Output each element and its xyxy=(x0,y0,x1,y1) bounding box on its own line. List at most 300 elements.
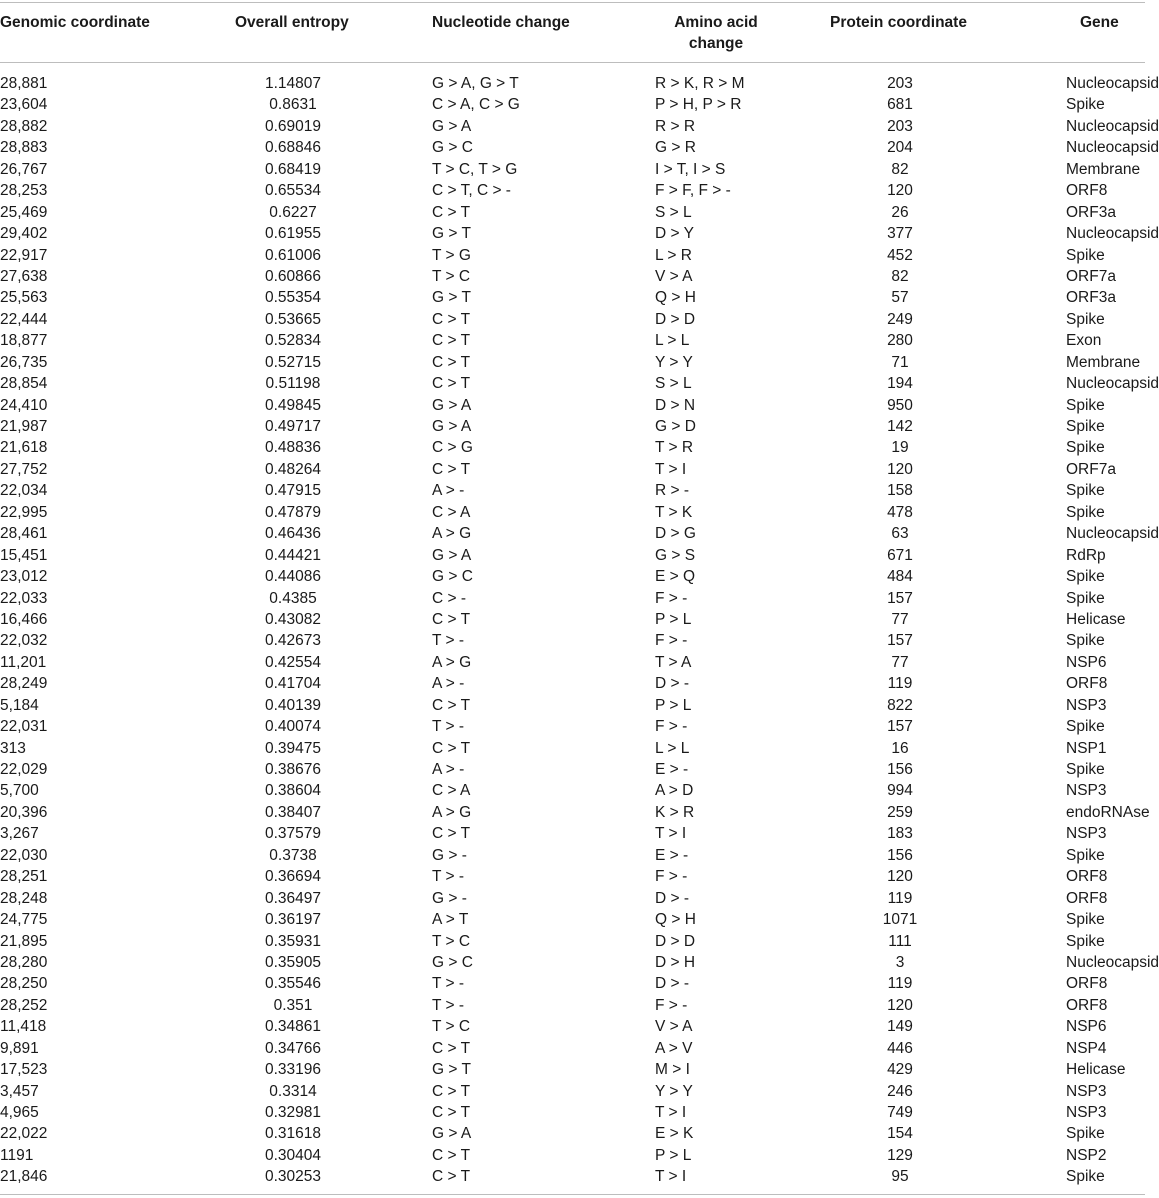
cell-nucleotide-change: C > T xyxy=(432,375,471,393)
cell-gene: Spike xyxy=(1066,310,1105,328)
table-row xyxy=(0,266,1145,287)
cell-genomic-coordinate: 22,033 xyxy=(0,589,48,607)
cell-overall-entropy: 0.35546 xyxy=(264,975,322,993)
cell-gene: ORF3a xyxy=(1066,203,1116,221)
table-row xyxy=(0,502,1145,523)
cell-amino-acid-change: E > - xyxy=(655,846,689,864)
cell-genomic-coordinate: 22,034 xyxy=(0,482,48,500)
cell-genomic-coordinate: 28,854 xyxy=(0,375,48,393)
cell-nucleotide-change: G > - xyxy=(432,889,467,907)
table-row xyxy=(0,973,1145,994)
cell-protein-coordinate: 77 xyxy=(891,653,909,671)
table-row xyxy=(0,73,1159,94)
cell-amino-acid-change: T > I xyxy=(655,1168,687,1186)
cell-genomic-coordinate: 24,775 xyxy=(0,911,48,929)
table-row xyxy=(0,995,1145,1016)
cell-protein-coordinate: 950 xyxy=(887,396,913,414)
cell-gene: Spike xyxy=(1066,761,1105,778)
cell-genomic-coordinate: 28,250 xyxy=(0,975,48,993)
cell-amino-acid-change: A > D xyxy=(655,782,694,800)
cell-genomic-coordinate: 9,891 xyxy=(0,1039,39,1057)
cell-gene: Spike xyxy=(1066,439,1105,457)
cell-amino-acid-change: S > L xyxy=(655,203,692,221)
cell-gene: Exon xyxy=(1066,332,1102,350)
cell-overall-entropy: 0.35931 xyxy=(264,932,322,950)
cell-overall-entropy: 0.68846 xyxy=(264,139,322,157)
cell-amino-acid-change: T > I xyxy=(655,460,687,478)
table-row xyxy=(0,437,1145,458)
cell-amino-acid-change: T > A xyxy=(655,653,692,671)
table-row xyxy=(0,738,1145,759)
cell-gene: Membrane xyxy=(1066,353,1141,371)
cell-amino-acid-change: V > A xyxy=(655,1018,693,1036)
cell-amino-acid-change: F > - xyxy=(655,718,688,736)
cell-genomic-coordinate: 21,987 xyxy=(0,418,48,435)
cell-nucleotide-change: G > A xyxy=(432,396,472,414)
cell-gene: Nucleocapsid xyxy=(1066,225,1159,243)
header-overall-entropy: Overall entropy xyxy=(235,14,349,31)
table-bottom-rule xyxy=(0,1194,1145,1195)
cell-genomic-coordinate: 16,466 xyxy=(0,610,48,628)
cell-nucleotide-change: T > - xyxy=(432,718,465,736)
cell-nucleotide-change: T > - xyxy=(432,975,465,993)
cell-genomic-coordinate: 27,638 xyxy=(0,267,48,285)
cell-overall-entropy: 0.42554 xyxy=(264,653,322,671)
cell-genomic-coordinate: 24,410 xyxy=(0,396,48,414)
cell-nucleotide-change: T > C xyxy=(432,932,471,950)
cell-protein-coordinate: 183 xyxy=(887,825,913,843)
cell-gene: NSP2 xyxy=(1066,1146,1107,1164)
cell-amino-acid-change: F > F, F > - xyxy=(655,182,731,200)
cell-genomic-coordinate: 313 xyxy=(0,739,26,757)
cell-nucleotide-change: T > G xyxy=(432,246,471,264)
cell-nucleotide-change: G > - xyxy=(432,846,467,864)
cell-protein-coordinate: 16 xyxy=(891,739,909,757)
cell-overall-entropy: 0.46436 xyxy=(264,525,322,543)
cell-overall-entropy: 0.52715 xyxy=(264,353,322,371)
table-row xyxy=(0,780,1145,801)
cell-overall-entropy: 0.38676 xyxy=(264,761,322,778)
cell-protein-coordinate: 120 xyxy=(887,996,913,1014)
table-row xyxy=(0,1059,1145,1080)
table-row xyxy=(0,395,1145,416)
cell-overall-entropy: 0.36497 xyxy=(264,889,322,907)
table-row xyxy=(0,845,1145,866)
cell-genomic-coordinate: 28,881 xyxy=(0,75,48,92)
table-row xyxy=(0,459,1145,480)
cell-genomic-coordinate: 28,248 xyxy=(0,889,48,907)
cell-gene: RdRp xyxy=(1066,546,1106,564)
cell-protein-coordinate: 119 xyxy=(887,675,913,693)
cell-amino-acid-change: P > L xyxy=(655,610,692,628)
cell-genomic-coordinate: 11,201 xyxy=(0,653,47,671)
cell-protein-coordinate: 446 xyxy=(887,1039,913,1057)
cell-gene: Helicase xyxy=(1066,1061,1126,1079)
cell-protein-coordinate: 129 xyxy=(887,1146,913,1164)
cell-gene: NSP3 xyxy=(1066,782,1107,800)
table-header xyxy=(0,3,1145,62)
header-amino-line2: change xyxy=(688,35,744,52)
cell-overall-entropy: 0.3314 xyxy=(269,1082,317,1100)
cell-overall-entropy: 0.61955 xyxy=(264,225,322,243)
cell-amino-acid-change: I > T, I > S xyxy=(655,160,726,178)
cell-overall-entropy: 0.44421 xyxy=(264,546,322,564)
cell-overall-entropy: 0.52834 xyxy=(264,332,322,350)
cell-gene: Spike xyxy=(1066,503,1105,521)
cell-overall-entropy: 0.60866 xyxy=(264,267,322,285)
cell-nucleotide-change: G > A xyxy=(432,1125,472,1143)
cell-amino-acid-change: F > - xyxy=(655,996,688,1014)
cell-gene: ORF7a xyxy=(1066,460,1116,478)
table-row xyxy=(0,309,1145,330)
cell-gene: Nucleocapsid xyxy=(1066,117,1159,135)
cell-amino-acid-change: Q > H xyxy=(655,289,696,307)
cell-nucleotide-change: G > A xyxy=(432,546,472,564)
cell-genomic-coordinate: 28,883 xyxy=(0,139,48,157)
cell-overall-entropy: 0.34861 xyxy=(264,1018,322,1036)
cell-amino-acid-change: D > - xyxy=(655,975,690,993)
cell-gene: Spike xyxy=(1066,568,1105,586)
cell-nucleotide-change: T > C xyxy=(432,1018,471,1036)
cell-genomic-coordinate: 15,451 xyxy=(0,546,48,564)
cell-gene: Spike xyxy=(1066,932,1105,950)
cell-amino-acid-change: D > - xyxy=(655,675,690,693)
cell-nucleotide-change: A > - xyxy=(432,675,465,693)
cell-protein-coordinate: 142 xyxy=(887,418,913,435)
cell-genomic-coordinate: 25,563 xyxy=(0,289,48,307)
cell-protein-coordinate: 203 xyxy=(887,117,913,135)
cell-nucleotide-change: C > G xyxy=(432,439,473,457)
cell-gene: ORF7a xyxy=(1066,267,1116,285)
table-row xyxy=(0,716,1145,737)
cell-genomic-coordinate: 22,030 xyxy=(0,846,48,864)
table-row xyxy=(0,94,1145,115)
cell-amino-acid-change: D > D xyxy=(655,310,696,328)
cell-protein-coordinate: 119 xyxy=(887,889,913,907)
cell-nucleotide-change: G > C xyxy=(432,953,473,971)
cell-overall-entropy: 0.31618 xyxy=(264,1125,322,1143)
cell-genomic-coordinate: 18,877 xyxy=(0,332,48,350)
cell-gene: Nucleocapsid xyxy=(1066,75,1159,92)
cell-protein-coordinate: 156 xyxy=(887,846,913,864)
cell-nucleotide-change: A > G xyxy=(432,803,472,821)
cell-amino-acid-change: F > - xyxy=(655,868,688,886)
header-genomic-coordinate: Genomic coordinate xyxy=(0,14,150,31)
cell-protein-coordinate: 204 xyxy=(887,139,913,157)
cell-amino-acid-change: E > - xyxy=(655,761,689,778)
cell-overall-entropy: 0.65534 xyxy=(264,182,322,200)
cell-genomic-coordinate: 28,249 xyxy=(0,675,48,693)
cell-nucleotide-change: G > C xyxy=(432,568,473,586)
cell-gene: Spike xyxy=(1066,1168,1105,1186)
table-row xyxy=(0,352,1145,373)
table-row xyxy=(0,545,1145,566)
cell-amino-acid-change: D > - xyxy=(655,889,690,907)
cell-nucleotide-change: C > T xyxy=(432,739,471,757)
cell-gene: NSP3 xyxy=(1066,696,1107,714)
cell-protein-coordinate: 429 xyxy=(887,1061,913,1079)
table-row xyxy=(0,588,1145,609)
cell-protein-coordinate: 671 xyxy=(887,546,913,564)
cell-protein-coordinate: 3 xyxy=(895,953,905,971)
cell-gene: ORF8 xyxy=(1066,675,1108,693)
cell-amino-acid-change: T > R xyxy=(655,439,694,457)
cell-overall-entropy: 0.51198 xyxy=(265,375,321,393)
cell-gene: Spike xyxy=(1066,718,1105,736)
cell-amino-acid-change: F > - xyxy=(655,632,688,650)
cell-protein-coordinate: 19 xyxy=(891,439,909,457)
cell-genomic-coordinate: 26,735 xyxy=(0,353,48,371)
cell-gene: ORF3a xyxy=(1066,289,1116,307)
cell-amino-acid-change: L > L xyxy=(655,739,690,757)
cell-protein-coordinate: 63 xyxy=(891,525,909,543)
cell-nucleotide-change: T > - xyxy=(432,996,465,1014)
cell-amino-acid-change: M > I xyxy=(655,1061,690,1079)
cell-amino-acid-change: L > R xyxy=(655,246,692,264)
cell-genomic-coordinate: 28,251 xyxy=(0,868,48,886)
cell-genomic-coordinate: 28,461 xyxy=(0,525,48,543)
cell-overall-entropy: 0.35905 xyxy=(264,953,322,971)
header-protein-coordinate: Protein coordinate xyxy=(830,14,967,31)
cell-overall-entropy: 0.49717 xyxy=(264,418,322,435)
cell-genomic-coordinate: 28,882 xyxy=(0,117,48,135)
cell-protein-coordinate: 452 xyxy=(887,246,913,264)
cell-amino-acid-change: R > - xyxy=(655,482,690,500)
cell-overall-entropy: 0.39475 xyxy=(264,739,322,757)
cell-genomic-coordinate: 11,418 xyxy=(0,1018,47,1036)
cell-amino-acid-change: R > R xyxy=(655,117,696,135)
cell-overall-entropy: 0.41704 xyxy=(264,675,322,693)
cell-nucleotide-change: C > T xyxy=(432,353,471,371)
cell-gene: ORF8 xyxy=(1066,868,1108,886)
cell-nucleotide-change: C > T xyxy=(432,310,471,328)
cell-nucleotide-change: C > T xyxy=(432,460,471,478)
table-row xyxy=(0,180,1145,201)
cell-nucleotide-change: C > T xyxy=(432,332,471,350)
cell-overall-entropy: 0.49845 xyxy=(264,396,322,414)
cell-gene: ORF8 xyxy=(1066,889,1108,907)
cell-overall-entropy: 0.30404 xyxy=(264,1146,322,1164)
cell-protein-coordinate: 377 xyxy=(887,225,913,243)
cell-overall-entropy: 0.34766 xyxy=(264,1039,322,1057)
cell-protein-coordinate: 71 xyxy=(891,353,909,371)
table-row xyxy=(0,480,1145,501)
cell-gene: ORF8 xyxy=(1066,975,1108,993)
cell-nucleotide-change: A > - xyxy=(432,761,465,778)
cell-protein-coordinate: 95 xyxy=(891,1168,909,1186)
cell-overall-entropy: 0.36694 xyxy=(264,868,322,886)
cell-protein-coordinate: 484 xyxy=(887,568,913,586)
cell-protein-coordinate: 280 xyxy=(887,332,913,350)
cell-nucleotide-change: C > A xyxy=(432,503,471,521)
cell-genomic-coordinate: 23,012 xyxy=(0,568,48,586)
cell-amino-acid-change: E > Q xyxy=(655,568,696,586)
table-row xyxy=(0,1102,1145,1123)
cell-protein-coordinate: 158 xyxy=(887,482,913,500)
cell-overall-entropy: 0.4385 xyxy=(269,589,317,607)
table-row xyxy=(0,373,1159,394)
cell-overall-entropy: 0.55354 xyxy=(264,289,322,307)
cell-amino-acid-change: Y > Y xyxy=(655,353,693,371)
cell-gene: ORF8 xyxy=(1066,996,1108,1014)
cell-amino-acid-change: P > L xyxy=(655,1146,692,1164)
cell-genomic-coordinate: 22,032 xyxy=(0,632,48,650)
table-row xyxy=(0,223,1159,244)
cell-protein-coordinate: 120 xyxy=(887,182,913,200)
cell-gene: Spike xyxy=(1066,846,1105,864)
cell-nucleotide-change: T > C xyxy=(432,267,471,285)
cell-genomic-coordinate: 5,184 xyxy=(0,696,39,714)
table-row xyxy=(0,888,1145,909)
cell-genomic-coordinate: 22,444 xyxy=(0,310,48,328)
cell-genomic-coordinate: 1191 xyxy=(0,1146,34,1164)
table-row xyxy=(0,287,1145,308)
cell-nucleotide-change: C > T xyxy=(432,696,471,714)
header-amino-acid-change xyxy=(643,12,789,54)
cell-overall-entropy: 0.3738 xyxy=(269,846,317,864)
mutation-table xyxy=(0,2,1159,1188)
cell-protein-coordinate: 1071 xyxy=(882,911,918,929)
cell-protein-coordinate: 246 xyxy=(887,1082,913,1100)
cell-nucleotide-change: G > A xyxy=(432,418,472,435)
cell-gene: Nucleocapsid xyxy=(1066,375,1159,393)
cell-overall-entropy: 0.47879 xyxy=(264,503,322,521)
cell-overall-entropy: 1.14807 xyxy=(264,75,322,92)
cell-protein-coordinate: 120 xyxy=(887,868,913,886)
table-row xyxy=(0,1145,1145,1166)
cell-amino-acid-change: D > D xyxy=(655,932,696,950)
cell-amino-acid-change: D > G xyxy=(655,525,696,543)
table-row xyxy=(0,137,1159,158)
table-row xyxy=(0,1166,1145,1187)
cell-overall-entropy: 0.44086 xyxy=(264,568,322,586)
cell-overall-entropy: 0.68419 xyxy=(264,160,322,178)
cell-nucleotide-change: T > - xyxy=(432,632,465,650)
cell-protein-coordinate: 157 xyxy=(887,718,913,736)
cell-genomic-coordinate: 26,767 xyxy=(0,160,48,178)
cell-genomic-coordinate: 5,700 xyxy=(0,782,39,800)
cell-protein-coordinate: 157 xyxy=(887,632,913,650)
cell-overall-entropy: 0.6227 xyxy=(269,203,317,221)
cell-nucleotide-change: T > - xyxy=(432,868,465,886)
table-row xyxy=(0,909,1145,930)
cell-nucleotide-change: C > T xyxy=(432,1104,471,1121)
table-row xyxy=(0,1038,1145,1059)
cell-nucleotide-change: A > - xyxy=(432,482,465,500)
cell-nucleotide-change: C > T xyxy=(432,610,471,628)
table-row xyxy=(0,931,1145,952)
cell-nucleotide-change: C > T xyxy=(432,1168,471,1186)
table-row xyxy=(0,823,1145,844)
cell-nucleotide-change: C > T xyxy=(432,1082,471,1100)
cell-gene: ORF8 xyxy=(1066,182,1108,200)
cell-protein-coordinate: 249 xyxy=(887,310,913,328)
cell-protein-coordinate: 157 xyxy=(887,589,913,607)
table-row xyxy=(0,609,1145,630)
cell-gene: Spike xyxy=(1066,632,1105,650)
cell-gene: Spike xyxy=(1066,911,1105,929)
table-row xyxy=(0,673,1145,694)
cell-protein-coordinate: 194 xyxy=(887,375,913,393)
cell-protein-coordinate: 77 xyxy=(891,610,909,628)
cell-genomic-coordinate: 23,604 xyxy=(0,96,48,114)
cell-nucleotide-change: A > G xyxy=(432,525,472,543)
cell-protein-coordinate: 478 xyxy=(887,503,913,521)
cell-amino-acid-change: D > H xyxy=(655,953,696,971)
cell-nucleotide-change: G > T xyxy=(432,225,471,243)
cell-genomic-coordinate: 21,618 xyxy=(0,439,48,457)
cell-genomic-coordinate: 4,965 xyxy=(0,1104,39,1121)
cell-protein-coordinate: 82 xyxy=(891,267,909,285)
cell-genomic-coordinate: 3,267 xyxy=(0,825,39,843)
cell-overall-entropy: 0.47915 xyxy=(264,482,322,500)
cell-protein-coordinate: 57 xyxy=(891,289,909,307)
cell-amino-acid-change: Y > Y xyxy=(655,1082,693,1100)
cell-gene: NSP3 xyxy=(1066,1104,1107,1121)
cell-genomic-coordinate: 25,469 xyxy=(0,203,48,221)
cell-nucleotide-change: T > C, T > G xyxy=(432,160,518,178)
cell-amino-acid-change: E > K xyxy=(655,1125,694,1143)
table-row xyxy=(0,802,1150,823)
cell-genomic-coordinate: 21,846 xyxy=(0,1168,48,1186)
cell-nucleotide-change: C > T xyxy=(432,1146,471,1164)
cell-protein-coordinate: 203 xyxy=(887,75,913,92)
cell-gene: Spike xyxy=(1066,589,1105,607)
cell-amino-acid-change: Q > H xyxy=(655,911,696,929)
table-row xyxy=(0,1016,1145,1037)
cell-amino-acid-change: R > K, R > M xyxy=(655,75,745,92)
cell-protein-coordinate: 154 xyxy=(887,1125,913,1143)
cell-overall-entropy: 0.69019 xyxy=(264,117,322,135)
cell-nucleotide-change: G > T xyxy=(432,289,471,307)
header-nucleotide-change: Nucleotide change xyxy=(432,14,570,31)
cell-nucleotide-change: G > T xyxy=(432,1061,471,1079)
cell-overall-entropy: 0.48264 xyxy=(264,460,322,478)
cell-genomic-coordinate: 22,031 xyxy=(0,718,48,736)
cell-overall-entropy: 0.33196 xyxy=(264,1061,322,1079)
cell-protein-coordinate: 749 xyxy=(887,1104,913,1121)
cell-nucleotide-change: G > A, G > T xyxy=(432,75,519,92)
header-amino-line1: Amino acid xyxy=(674,14,758,31)
cell-amino-acid-change: G > D xyxy=(655,418,696,435)
table-row xyxy=(0,759,1145,780)
cell-gene: endoRNAse xyxy=(1066,803,1150,821)
cell-overall-entropy: 0.40139 xyxy=(264,696,322,714)
cell-protein-coordinate: 82 xyxy=(891,160,909,178)
table-row xyxy=(0,523,1159,544)
cell-overall-entropy: 0.42673 xyxy=(264,632,322,650)
cell-gene: NSP6 xyxy=(1066,653,1107,671)
cell-amino-acid-change: A > V xyxy=(655,1039,693,1057)
cell-amino-acid-change: D > N xyxy=(655,396,696,414)
cell-genomic-coordinate: 28,252 xyxy=(0,996,48,1014)
cell-gene: Spike xyxy=(1066,418,1105,435)
cell-nucleotide-change: C > - xyxy=(432,589,467,607)
cell-protein-coordinate: 111 xyxy=(888,932,912,950)
table-row xyxy=(0,202,1145,223)
cell-overall-entropy: 0.38407 xyxy=(264,803,322,821)
cell-amino-acid-change: P > L xyxy=(655,696,692,714)
cell-protein-coordinate: 119 xyxy=(887,975,913,993)
cell-genomic-coordinate: 28,253 xyxy=(0,182,48,200)
cell-genomic-coordinate: 20,396 xyxy=(0,803,48,821)
cell-gene: Spike xyxy=(1066,96,1105,114)
cell-nucleotide-change: C > T xyxy=(432,1039,471,1057)
cell-overall-entropy: 0.351 xyxy=(273,996,313,1014)
header-gene: Gene xyxy=(1080,14,1119,31)
cell-amino-acid-change: G > R xyxy=(655,139,696,157)
cell-overall-entropy: 0.36197 xyxy=(264,911,322,929)
